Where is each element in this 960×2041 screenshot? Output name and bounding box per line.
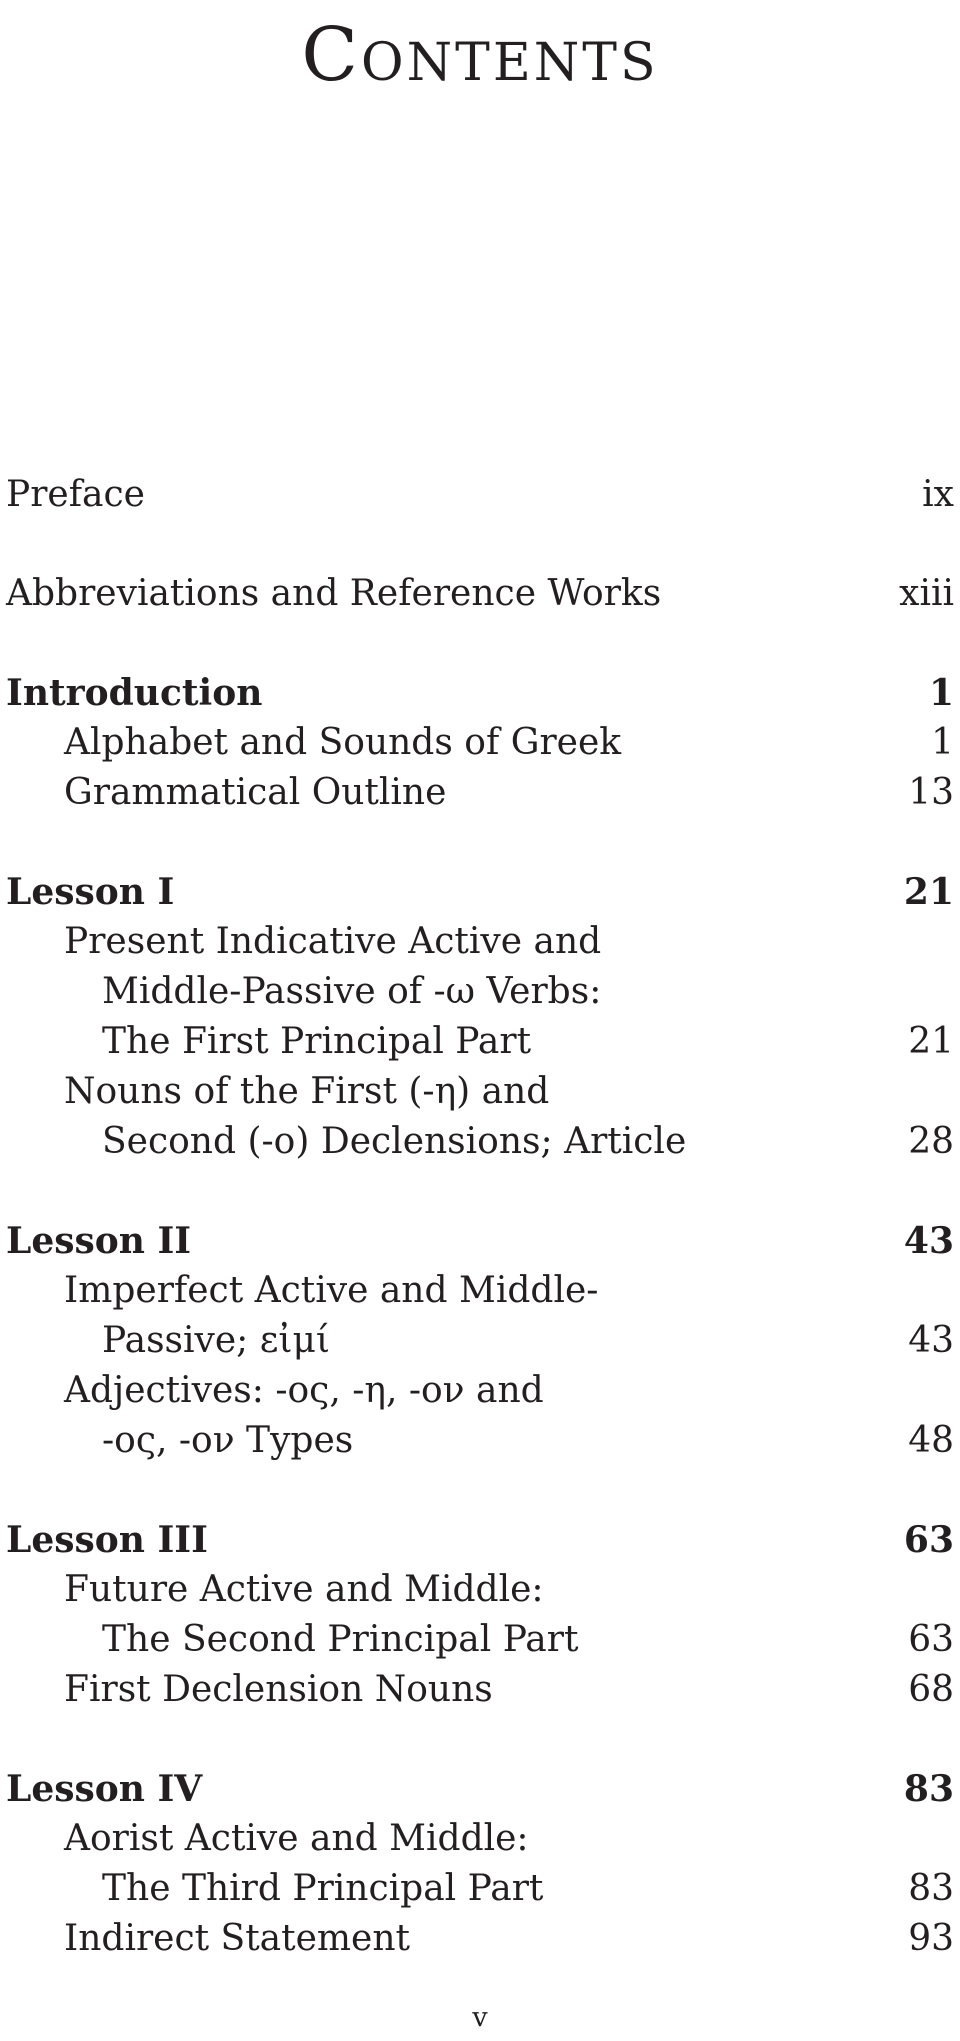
toc-page-number: 43 <box>903 1220 954 1262</box>
toc-entry-label: Grammatical Outline <box>64 772 447 813</box>
toc-entry-label: The Second Principal Part <box>102 1619 579 1660</box>
toc-entry-label: Indirect Statement <box>64 1918 411 1959</box>
section-gap <box>6 1466 954 1515</box>
toc-entry-label: The Third Principal Part <box>102 1868 544 1909</box>
toc-subentry[interactable] <box>6 1864 954 1914</box>
toc-entry-label: Present Indicative Active and <box>64 921 602 962</box>
toc-entry-label: Adjectives: -ος, -η, -ον and <box>64 1370 544 1411</box>
toc-page-number: 83 <box>903 1768 954 1810</box>
toc-subentry[interactable] <box>6 1565 954 1615</box>
toc-section-entry[interactable] <box>6 1515 954 1565</box>
toc-page-number: 63 <box>903 1519 954 1561</box>
toc-page-number: 21 <box>908 1021 954 1062</box>
toc-subentry[interactable] <box>6 1914 954 1964</box>
toc-subentry[interactable] <box>6 1316 954 1366</box>
toc-page-number: 1 <box>928 672 954 714</box>
toc-entry-label: Nouns of the First (-η) and <box>64 1071 550 1112</box>
page-title: Contents <box>301 12 659 98</box>
toc-entry-label: Introduction <box>6 672 263 714</box>
toc-section-entry[interactable] <box>6 867 954 917</box>
toc-page-number: xiii <box>899 573 954 614</box>
toc-entry-label: Alphabet and Sounds of Greek <box>64 722 622 763</box>
toc-page-number: 28 <box>908 1121 954 1162</box>
toc-entry-label: Future Active and Middle: <box>64 1569 544 1610</box>
toc-page-number: 63 <box>908 1619 954 1660</box>
toc-entry-label: First Declension Nouns <box>64 1669 493 1710</box>
toc-entry-label: Passive; εἰμί <box>102 1320 331 1361</box>
section-gap <box>6 1167 954 1216</box>
toc-subentry[interactable] <box>6 917 954 967</box>
toc-section-entry[interactable] <box>6 569 954 619</box>
toc-subentry[interactable] <box>6 1416 954 1466</box>
toc-section-entry[interactable] <box>6 1216 954 1266</box>
section-gap <box>6 818 954 867</box>
toc-page-number: ix <box>922 474 954 515</box>
toc-subentry[interactable] <box>6 1017 954 1067</box>
toc-page-number: 68 <box>908 1669 954 1710</box>
toc-page-number: 13 <box>908 772 954 813</box>
toc-subentry[interactable] <box>6 1615 954 1665</box>
toc-subentry[interactable] <box>6 1266 954 1316</box>
toc-entry-label: Lesson IV <box>6 1768 203 1810</box>
toc-page-number: 93 <box>908 1918 954 1959</box>
toc-page-number: 83 <box>908 1868 954 1909</box>
toc-section-entry[interactable] <box>6 470 954 520</box>
toc-page-number: 43 <box>908 1320 954 1361</box>
toc-subentry[interactable] <box>6 718 954 768</box>
section-gap <box>6 520 954 569</box>
toc-entry-label: Lesson III <box>6 1519 208 1561</box>
section-gap <box>6 1715 954 1764</box>
toc-entry-label: Lesson II <box>6 1220 192 1262</box>
toc-page-number: 21 <box>903 871 954 913</box>
toc-subentry[interactable] <box>6 1117 954 1167</box>
toc-subentry[interactable] <box>6 1366 954 1416</box>
table-of-contents <box>6 470 954 1964</box>
toc-entry-label: Imperfect Active and Middle- <box>64 1270 599 1311</box>
toc-section-entry[interactable] <box>6 668 954 718</box>
toc-entry-label: Middle-Passive of -ω Verbs: <box>102 971 602 1012</box>
toc-subentry[interactable] <box>6 1665 954 1715</box>
toc-subentry[interactable] <box>6 1814 954 1864</box>
toc-entry-label: Aorist Active and Middle: <box>64 1818 529 1859</box>
toc-entry-label: Lesson I <box>6 871 175 913</box>
toc-entry-label: Preface <box>6 474 145 515</box>
toc-subentry[interactable] <box>6 768 954 818</box>
toc-entry-label: -ος, -ον Types <box>102 1420 354 1461</box>
toc-subentry[interactable] <box>6 1067 954 1117</box>
section-gap <box>6 619 954 668</box>
toc-section-entry[interactable] <box>6 1764 954 1814</box>
toc-entry-label: Second (-ο) Declensions; Article <box>102 1121 687 1162</box>
toc-entry-label: The First Principal Part <box>102 1021 532 1062</box>
toc-entry-label: Abbreviations and Reference Works <box>6 573 662 614</box>
toc-page-number: 48 <box>908 1420 954 1461</box>
toc-page-number: 1 <box>931 722 954 763</box>
page-number: v <box>472 2002 488 2033</box>
toc-subentry[interactable] <box>6 967 954 1017</box>
